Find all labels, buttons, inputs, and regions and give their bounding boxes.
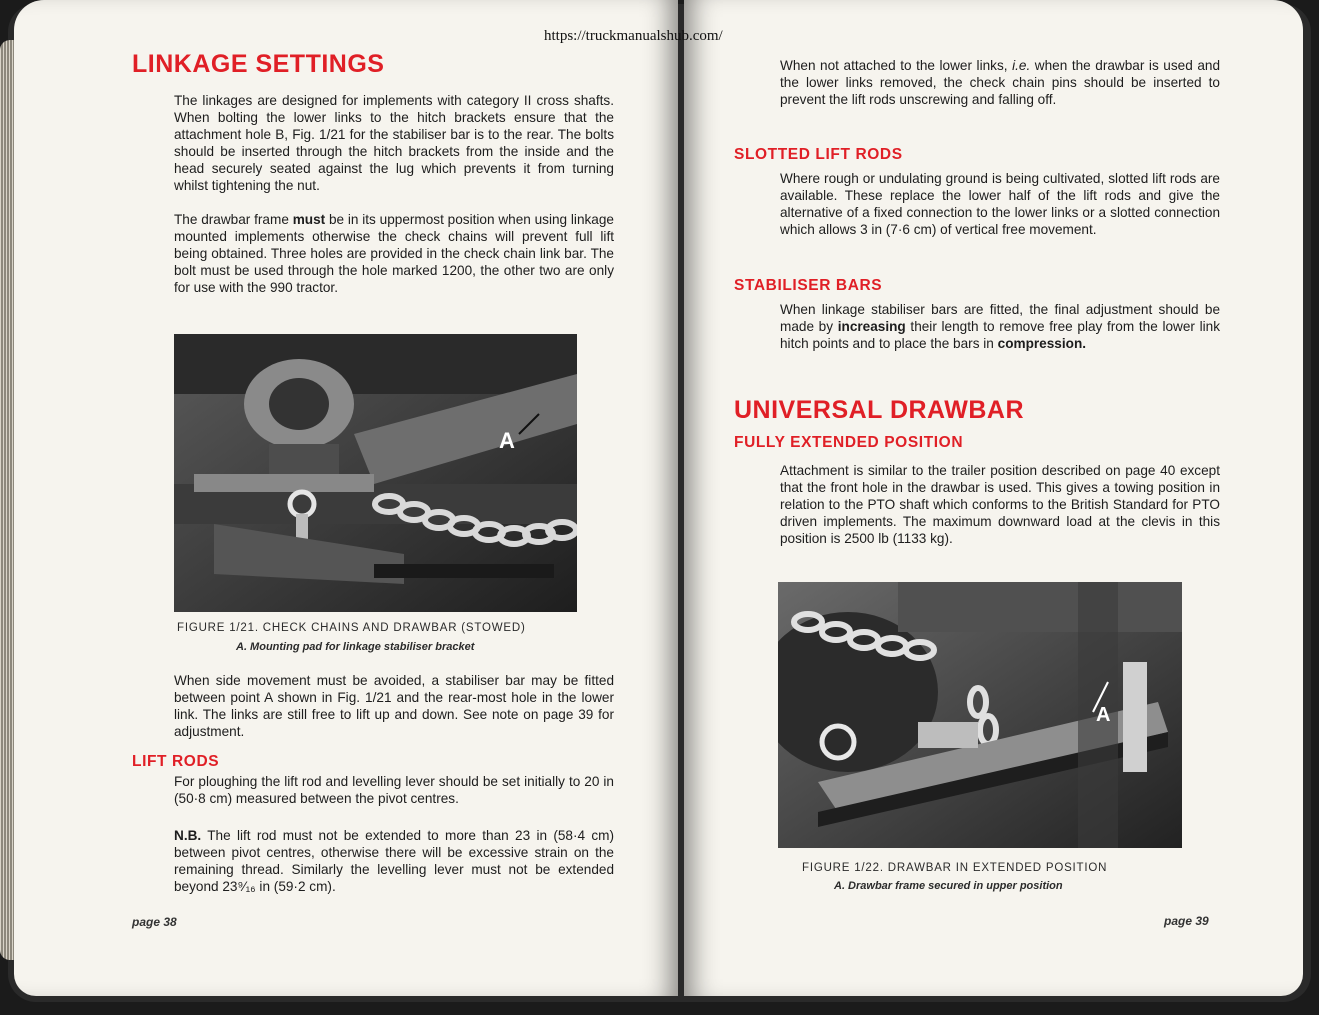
- stabiliser-paragraph: When side movement must be avoided, a stabiliser bar may be fitted between point A shown in Fig. 1/21 and the rear-most hole in the lower link. The links are still free to lift up and down. See note on page 39 for adjustment.: [174, 673, 614, 739]
- figure-1-22-caption: FIGURE 1/22. DRAWBAR IN EXTENDED POSITION: [802, 862, 1108, 874]
- page-number-right: page 39: [1164, 914, 1209, 928]
- slotted-lift-rods-heading: SLOTTED LIFT RODS: [734, 146, 903, 163]
- figure-1-22-legend: A. Drawbar frame secured in upper position: [834, 880, 1063, 892]
- linkage-paragraph-1: The linkages are designed for implements with category II cross shafts. When bolting the lower links to the hitch brackets ensure that the attachment hole B, Fig. 1/21 for the stabiliser bar is to the rear. The bolts should be inserted through the hitch brackets from the inside and the head securely seated against the lug which prevents it from turning whilst tightening the nut.: [174, 93, 614, 193]
- figure-1-21-caption: FIGURE 1/21. CHECK CHAINS AND DRAWBAR (STOWED): [177, 622, 526, 634]
- figure-label-a: A: [499, 428, 515, 453]
- source-url[interactable]: https://truckmanualshub.com/: [544, 28, 723, 44]
- page-title: LINKAGE SETTINGS: [132, 50, 385, 78]
- nb-paragraph: N.B. The lift rod must not be extended to more than 23 in (58·4 cm) between pivot centres, otherwise there will be excessive strain on the remaining thread. Similarly the levelling lever must not be extended beyond 23⁹⁄₁₆ in (59·2 cm).: [174, 828, 614, 894]
- right-page: [684, 0, 1303, 996]
- page-edges: [0, 40, 14, 960]
- fully-extended-heading: FULLY EXTENDED POSITION: [734, 434, 964, 451]
- page-number-left: page 38: [132, 915, 177, 929]
- figure-1-21-photo: [174, 334, 577, 612]
- left-page: [14, 0, 678, 996]
- figure-1-21-legend: A. Mounting pad for linkage stabiliser bracket: [236, 641, 475, 653]
- stabiliser-bars-paragraph: When linkage stabiliser bars are fitted, the final adjustment should be made by increasing their length to remove free play from the lower link hitch points and to place the bars in compression.: [780, 302, 1220, 351]
- lift-rods-heading: LIFT RODS: [132, 753, 220, 770]
- fully-extended-paragraph: Attachment is similar to the trailer position described on page 40 except that the front hole in the drawbar is used. This gives a towing position in relation to the PTO shaft which conforms to the British Standard for PTO driven implements. The maximum downward load at the clevis in this position is 2500 lb (1133 kg).: [780, 463, 1220, 546]
- lift-rods-paragraph: For ploughing the lift rod and levelling lever should be set initially to 20 in (50·8 cm) measured between the pivot centres.: [174, 774, 614, 806]
- check-chain-paragraph: When not attached to the lower links, i.e. when the drawbar is used and the lower links removed, the check chain pins should be inserted to prevent the lift rods unscrewing and falling off.: [780, 58, 1220, 107]
- figure-label-a: A: [1096, 704, 1111, 726]
- slotted-lift-rods-paragraph: Where rough or undulating ground is being cultivated, slotted lift rods are available. These replace the lower half of the lift rods and give the alternative of a fixed connection to the lower links or a slotted connection which allows 3 in (7·6 cm) of vertical free movement.: [780, 171, 1220, 237]
- figure-1-22-photo: [778, 582, 1182, 848]
- universal-drawbar-title: UNIVERSAL DRAWBAR: [734, 396, 1024, 424]
- linkage-paragraph-2: The drawbar frame must be in its uppermost position when using linkage mounted implements otherwise the check chains will prevent full lift being obtained. Three holes are provided in the check chain link bar. The bolt must be used through the hole marked 1200, the other two are only for use with the 990 tractor.: [174, 212, 614, 295]
- stabiliser-bars-heading: STABILISER BARS: [734, 277, 883, 294]
